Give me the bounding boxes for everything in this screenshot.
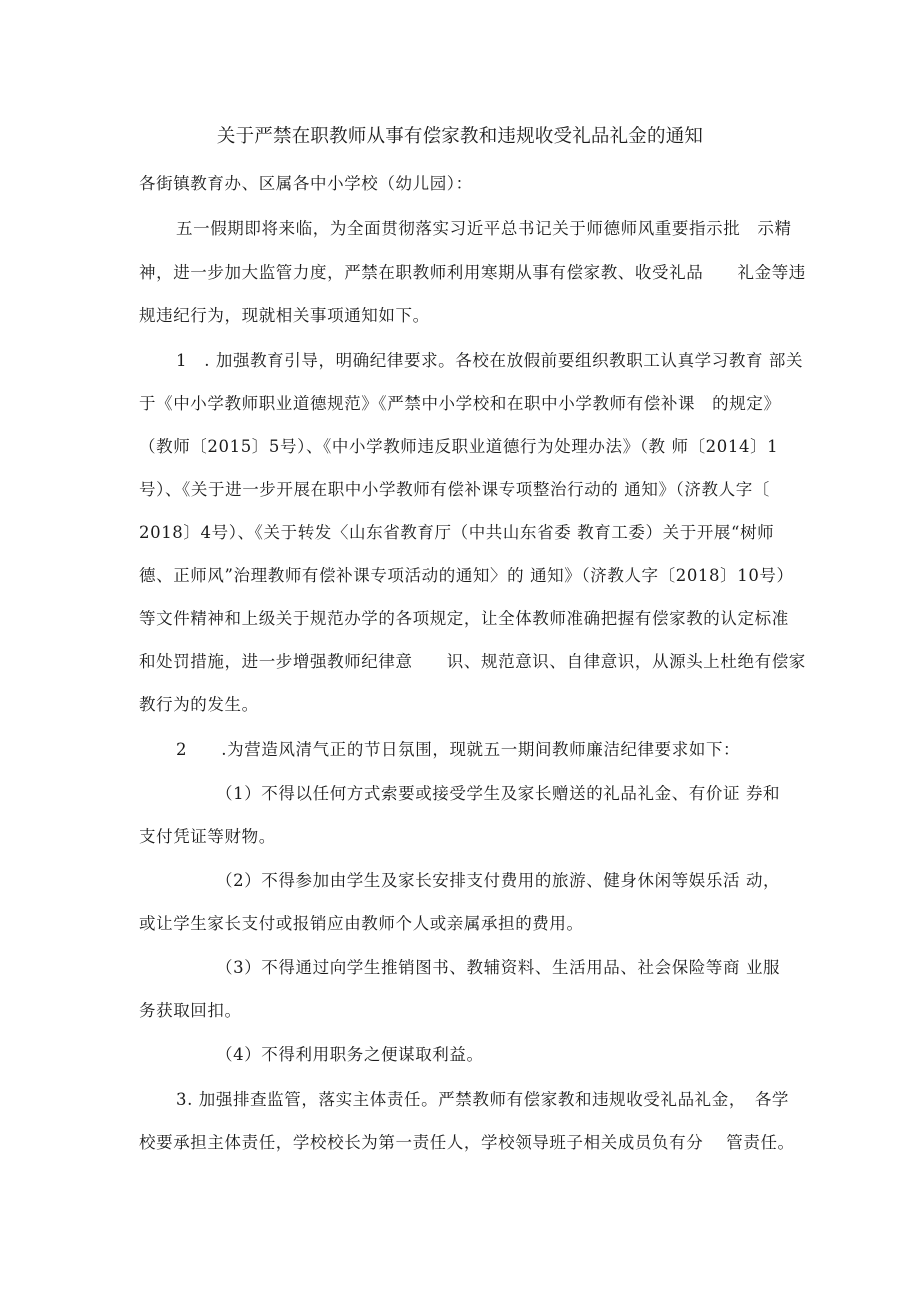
sub2-line: （2）不得参加由学生及家长安排支付费用的旅游、健身休闲等娱乐活 动， (216, 871, 781, 890)
item3-line: 校要承担主体责任，学校校长为第一责任人，学校领导班子相关成员负有分 管责任。 (139, 1133, 795, 1152)
item1-line: 于《中小学教师职业道德规范》《严禁中小学校和在职中小学教师有偿补课 的规定》 (139, 394, 781, 413)
item1-line: 教行为的发生。 (139, 695, 259, 714)
sub4-line: （4）不得利用职务之便谋取利益。 (216, 1045, 484, 1064)
item2-heading: 2 .为营造风清气正的节日氛围，现就五一期间教师廉洁纪律要求如下： (176, 740, 741, 759)
item1-line: 和处罚措施，进一步增强教师纪律意 识、规范意识、自律意识，从源头上杜绝有偿家 (139, 652, 806, 671)
sub3-line: 务获取回扣。 (139, 1001, 242, 1020)
item1-line: 号）、《关于进一步开展在职中小学教师有偿补课专项整治行动的 通知》（济教人字〔 (139, 480, 770, 499)
item1-line: 1 . 加强教育引导，明确纪律要求。各校在放假前要组织教职工认真学习教育 部关 (176, 351, 804, 370)
item1-line: 德、正师风”治理教师有偿补课专项活动的通知〉的 通知》（济教人字〔2018〕10号） (139, 566, 794, 585)
intro-line: 五一假期即将来临，为全面贯彻落实习近平总书记关于师德师风重要指示批 示精 (176, 219, 792, 238)
sub1-line: （1）不得以任何方式索要或接受学生及家长赠送的礼品礼金、有价证 券和 (216, 784, 781, 803)
intro-line: 神，进一步加大监管力度，严禁在职教师利用寒期从事有偿家教、收受礼品 礼金等违 (139, 263, 806, 282)
item1-line: 2018〕4号）、《关于转发〈山东省教育厅（中共山东省委 教育工委）关于开展“树师 (139, 523, 775, 542)
sub2-line: 或让学生家长支付或报销应由教师个人或亲属承担的费用。 (139, 914, 584, 933)
salutation: 各街镇教育办、区属各中小学校（幼儿园）： (139, 174, 473, 193)
item1-line: 等文件精神和上级关于规范办学的各项规定，让全体教师准确把握有偿家教的认定标准 (139, 609, 789, 628)
sub1-line: 支付凭证等财物。 (139, 827, 276, 846)
intro-line: 规违纪行为，现就相关事项通知如下。 (139, 306, 430, 325)
item1-line: （教师〔2015〕5号）、《中小学教师违反职业道德行为处理办法》（教 师〔2014〕1 (139, 437, 779, 456)
sub3-line: （3）不得通过向学生推销图书、教辅资料、生活用品、社会保险等商 业服 (216, 958, 781, 977)
document-title: 关于严禁在职教师从事有偿家教和违规收受礼品礼金的通知 (216, 126, 704, 147)
item3-line: 3. 加强排查监管，落实主体责任。严禁教师有偿家教和违规收受礼品礼金， 各学 (176, 1090, 790, 1109)
